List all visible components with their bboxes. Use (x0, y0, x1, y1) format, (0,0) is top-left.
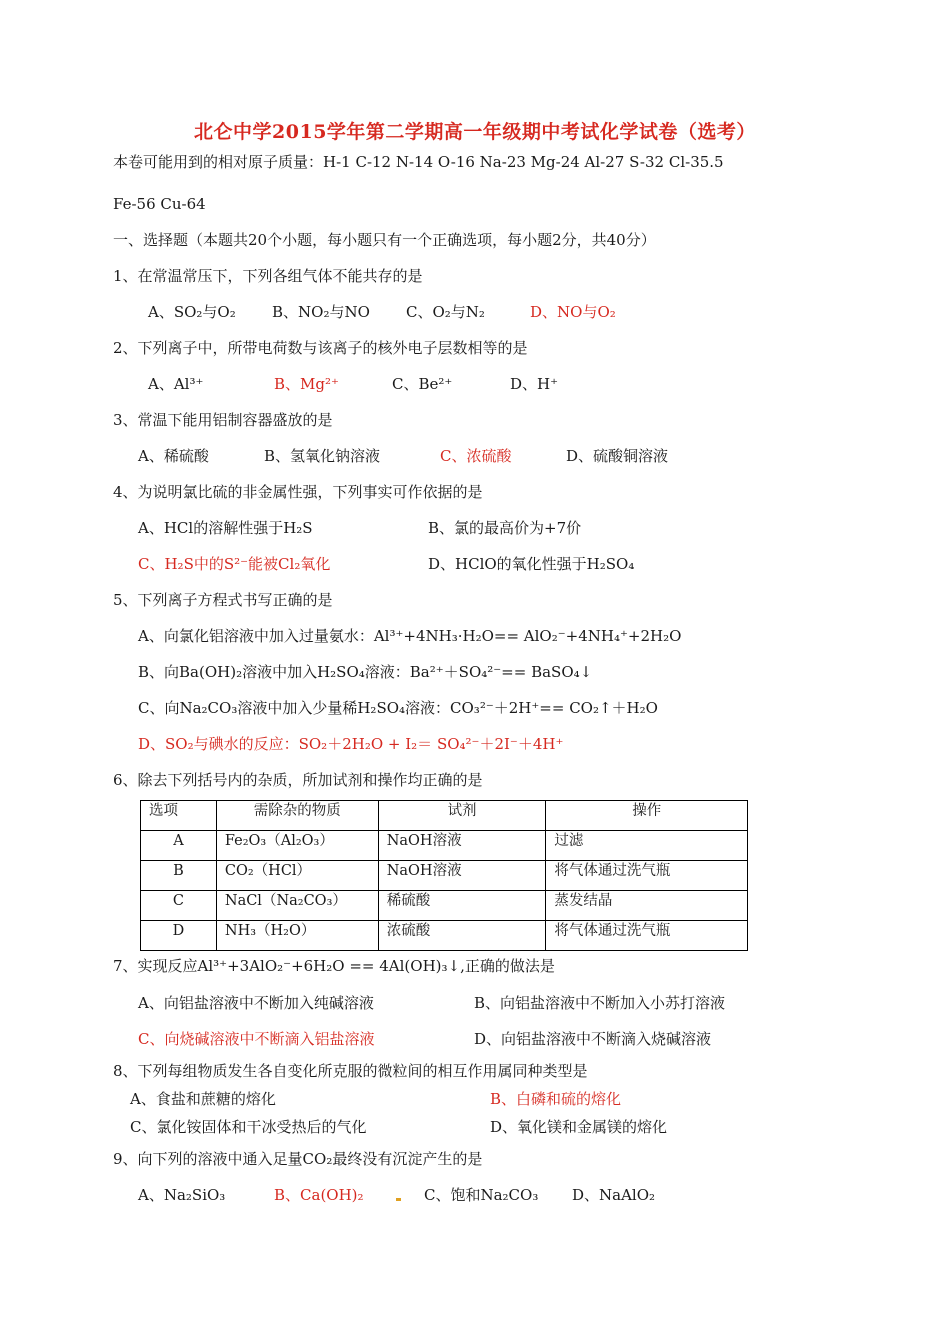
question-3-option-c: C、浓硫酸 (440, 447, 512, 465)
question-9-option-c: C、饱和Na₂CO₃ (424, 1186, 539, 1204)
atomic-mass-line-2: Fe-56 Cu-64 (113, 195, 206, 213)
question-5-option-a: A、向氯化铝溶液中加入过量氨水：Al³⁺+4NH₃·H₂O== AlO₂⁻+4NH₄⁺+2H₂O (138, 627, 682, 645)
question-8-option-b: B、白磷和硫的熔化 (490, 1090, 622, 1108)
question-5-option-b: B、向Ba(OH)₂溶液中加入H₂SO₄溶液：Ba²⁺＋SO₄²⁻== BaSO₄↓ (138, 663, 593, 681)
question-4-option-d: D、HClO的氧化性强于H₂SO₄ (428, 555, 635, 573)
question-5-option-c: C、向Na₂CO₃溶液中加入少量稀H₂SO₄溶液：CO₃²⁻＋2H⁺== CO₂↑＋H₂O (138, 699, 658, 717)
table-cell: 将气体通过洗气瓶 (546, 861, 748, 891)
table-header-cell: 选项 (141, 801, 217, 831)
question-1-option-c: C、O₂与N₂ (406, 303, 485, 321)
question-7-option-a: A、向铝盐溶液中不断加入纯碱溶液 (138, 994, 374, 1012)
table-header-row (141, 801, 748, 831)
section-heading: 一、选择题（本题共20个小题，每小题只有一个正确选项，每小题2分，共40分） (113, 231, 656, 249)
table-cell: B (141, 861, 217, 891)
table-row (141, 921, 748, 951)
table-cell: 蒸发结晶 (546, 891, 748, 921)
question-7-option-c: C、向烧碱溶液中不断滴入铝盐溶液 (138, 1030, 375, 1048)
question-4-option-a: A、HCl的溶解性强于H₂S (138, 519, 313, 537)
question-2-option-b: B、Mg²⁺ (274, 375, 339, 393)
table-cell: C (141, 891, 217, 921)
question-5-stem: 5、下列离子方程式书写正确的是 (113, 591, 333, 609)
table-cell: NaOH溶液 (378, 831, 546, 861)
question-2-option-a: A、Al³⁺ (148, 375, 204, 393)
table-row (141, 861, 748, 891)
table-cell: 过滤 (546, 831, 748, 861)
question-9-option-a: A、Na₂SiO₃ (138, 1186, 226, 1204)
question-2-option-d: D、H⁺ (510, 375, 559, 393)
table-header-cell: 试剂 (378, 801, 546, 831)
table-cell: NaOH溶液 (378, 861, 546, 891)
table-cell: 浓硫酸 (378, 921, 546, 951)
question-4-option-c: C、H₂S中的S²⁻能被Cl₂氧化 (138, 555, 331, 573)
question-2-stem: 2、下列离子中，所带电荷数与该离子的核外电子层数相等的是 (113, 339, 528, 357)
question-9-option-b: B、Ca(OH)₂ (274, 1186, 364, 1204)
impurity-table (140, 800, 748, 951)
question-8-option-a: A、食盐和蔗糖的熔化 (130, 1090, 276, 1108)
table-cell: A (141, 831, 217, 861)
table-cell: NaCl（Na₂CO₃） (216, 891, 378, 921)
question-9-option-d: D、NaAlO₂ (572, 1186, 656, 1204)
question-1-stem: 1、在常温常压下，下列各组气体不能共存的是 (113, 267, 423, 285)
atomic-mass-line-1: 本卷可能用到的相对原子质量：H-1 C-12 N-14 O-16 Na-23 Mg-24 Al-27 S-32 Cl-35.5 (113, 153, 724, 171)
question-7-option-d: D、向铝盐溶液中不断滴入烧碱溶液 (474, 1030, 712, 1048)
table-cell: NH₃（H₂O） (216, 921, 378, 951)
question-8-stem: 8、下列每组物质发生各自变化所克服的微粒间的相互作用属同种类型是 (113, 1062, 588, 1080)
question-5-option-d: D、SO₂与碘水的反应：SO₂＋2H₂O + I₂＝ SO₄²⁻＋2I⁻＋4H⁺ (138, 735, 564, 753)
question-4-option-b: B、氯的最高价为+7价 (428, 519, 582, 537)
table-cell: 稀硫酸 (378, 891, 546, 921)
table-header-cell: 需除杂的物质 (216, 801, 378, 831)
question-8-option-c: C、氯化铵固体和干冰受热后的气化 (130, 1118, 367, 1136)
question-7-option-b: B、向铝盐溶液中不断加入小苏打溶液 (474, 994, 726, 1012)
question-2-option-c: C、Be²⁺ (392, 375, 453, 393)
question-7-stem: 7、实现反应Al³⁺+3AlO₂⁻+6H₂O == 4Al(OH)₃↓,正确的做法是 (113, 957, 555, 975)
table-header-cell: 操作 (546, 801, 748, 831)
decorative-dot (396, 1198, 401, 1201)
question-4-stem: 4、为说明氯比硫的非金属性强，下列事实可作依据的是 (113, 483, 483, 501)
question-9-stem: 9、向下列的溶液中通入足量CO₂最终没有沉淀产生的是 (113, 1150, 483, 1168)
question-1-option-d: D、NO与O₂ (530, 303, 616, 321)
question-1-option-b: B、NO₂与NO (272, 303, 370, 321)
table-cell: CO₂（HCl） (216, 861, 378, 891)
table-row (141, 891, 748, 921)
table-row (141, 831, 748, 861)
question-8-option-d: D、氧化镁和金属镁的熔化 (490, 1118, 668, 1136)
question-3-option-b: B、氢氧化钠溶液 (264, 447, 381, 465)
question-1-option-a: A、SO₂与O₂ (148, 303, 236, 321)
table-cell: 将气体通过洗气瓶 (546, 921, 748, 951)
question-3-option-a: A、稀硫酸 (138, 447, 209, 465)
table-cell: Fe₂O₃（Al₂O₃） (216, 831, 378, 861)
page-title: 北仑中学2015学年第二学期高一年级期中考试化学试卷（选考） (194, 121, 756, 143)
question-3-option-d: D、硫酸铜溶液 (566, 447, 669, 465)
question-6-stem: 6、除去下列括号内的杂质，所加试剂和操作均正确的是 (113, 771, 483, 789)
question-3-stem: 3、常温下能用铝制容器盛放的是 (113, 411, 333, 429)
table-cell: D (141, 921, 217, 951)
